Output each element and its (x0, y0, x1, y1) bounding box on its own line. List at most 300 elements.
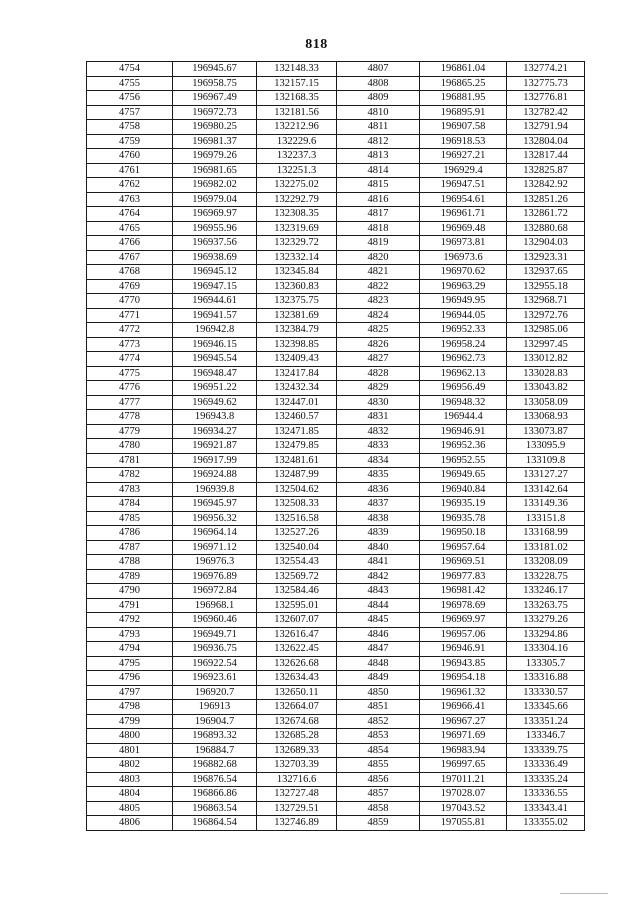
point-id-cell: 4786 (87, 526, 173, 541)
table-row (87, 323, 585, 338)
y-coordinate-cell: 132157.15 (257, 76, 337, 91)
x-coordinate-cell: 197011.21 (420, 772, 507, 787)
x-coordinate-cell: 196983.94 (420, 743, 507, 758)
point-id-cell: 4762 (87, 178, 173, 193)
y-coordinate-cell: 133168.99 (507, 526, 585, 541)
x-coordinate-cell: 196945.12 (173, 265, 257, 280)
y-coordinate-cell: 132607.07 (257, 613, 337, 628)
x-coordinate-cell: 196923.61 (173, 671, 257, 686)
table-row (87, 497, 585, 512)
table-row (87, 569, 585, 584)
point-id-cell: 4836 (337, 482, 420, 497)
y-coordinate-cell: 132825.87 (507, 163, 585, 178)
x-coordinate-cell: 196961.32 (420, 685, 507, 700)
point-id-cell: 4835 (337, 468, 420, 483)
x-coordinate-cell: 196977.83 (420, 569, 507, 584)
x-coordinate-cell: 196944.61 (173, 294, 257, 309)
point-id-cell: 4826 (337, 337, 420, 352)
x-coordinate-cell: 196943.85 (420, 656, 507, 671)
x-coordinate-cell: 196893.32 (173, 729, 257, 744)
point-id-cell: 4757 (87, 105, 173, 120)
x-coordinate-cell: 196865.25 (420, 76, 507, 91)
x-coordinate-cell: 196952.55 (420, 453, 507, 468)
table-row (87, 511, 585, 526)
x-coordinate-cell: 196972.73 (173, 105, 257, 120)
table-row (87, 439, 585, 454)
y-coordinate-cell: 132148.33 (257, 62, 337, 77)
x-coordinate-cell: 196935.19 (420, 497, 507, 512)
point-id-cell: 4819 (337, 236, 420, 251)
x-coordinate-cell: 196948.47 (173, 366, 257, 381)
x-coordinate-cell: 196978.69 (420, 598, 507, 613)
table-row (87, 482, 585, 497)
y-coordinate-cell: 132746.89 (257, 816, 337, 831)
x-coordinate-cell: 196948.32 (420, 395, 507, 410)
y-coordinate-cell: 132689.33 (257, 743, 337, 758)
x-coordinate-cell: 196884.7 (173, 743, 257, 758)
x-coordinate-cell: 196945.54 (173, 352, 257, 367)
x-coordinate-cell: 196945.67 (173, 62, 257, 77)
point-id-cell: 4756 (87, 91, 173, 106)
point-id-cell: 4799 (87, 714, 173, 729)
y-coordinate-cell: 132481.61 (257, 453, 337, 468)
x-coordinate-cell: 196907.58 (420, 120, 507, 135)
table-row (87, 294, 585, 309)
x-coordinate-cell: 196934.27 (173, 424, 257, 439)
y-coordinate-cell: 132212.96 (257, 120, 337, 135)
y-coordinate-cell: 132595.01 (257, 598, 337, 613)
x-coordinate-cell: 196947.15 (173, 279, 257, 294)
table-row (87, 250, 585, 265)
point-id-cell: 4754 (87, 62, 173, 77)
y-coordinate-cell: 132851.26 (507, 192, 585, 207)
table-row (87, 526, 585, 541)
table-row (87, 787, 585, 802)
x-coordinate-cell: 196997.65 (420, 758, 507, 773)
table-row (87, 207, 585, 222)
y-coordinate-cell: 132384.79 (257, 323, 337, 338)
y-coordinate-cell: 133343.41 (507, 801, 585, 816)
table-row (87, 76, 585, 91)
point-id-cell: 4789 (87, 569, 173, 584)
table-row (87, 642, 585, 657)
point-id-cell: 4760 (87, 149, 173, 164)
x-coordinate-cell: 196958.24 (420, 337, 507, 352)
y-coordinate-cell: 132861.72 (507, 207, 585, 222)
point-id-cell: 4790 (87, 584, 173, 599)
x-coordinate-cell: 196979.26 (173, 149, 257, 164)
point-id-cell: 4815 (337, 178, 420, 193)
point-id-cell: 4847 (337, 642, 420, 657)
table-row (87, 758, 585, 773)
x-coordinate-cell: 196950.18 (420, 526, 507, 541)
table-row (87, 91, 585, 106)
x-coordinate-cell: 196981.42 (420, 584, 507, 599)
point-id-cell: 4774 (87, 352, 173, 367)
y-coordinate-cell: 132332.14 (257, 250, 337, 265)
point-id-cell: 4811 (337, 120, 420, 135)
y-coordinate-cell: 133279.26 (507, 613, 585, 628)
point-id-cell: 4784 (87, 497, 173, 512)
y-coordinate-cell: 133346.7 (507, 729, 585, 744)
y-coordinate-cell: 132985.06 (507, 323, 585, 338)
x-coordinate-cell: 196946.91 (420, 424, 507, 439)
point-id-cell: 4840 (337, 540, 420, 555)
table-row (87, 381, 585, 396)
x-coordinate-cell: 196970.62 (420, 265, 507, 280)
x-coordinate-cell: 196972.84 (173, 584, 257, 599)
point-id-cell: 4839 (337, 526, 420, 541)
table-row (87, 265, 585, 280)
point-id-cell: 4796 (87, 671, 173, 686)
table-row (87, 352, 585, 367)
y-coordinate-cell: 132540.04 (257, 540, 337, 555)
x-coordinate-cell: 196918.53 (420, 134, 507, 149)
y-coordinate-cell: 132774.21 (507, 62, 585, 77)
y-coordinate-cell: 133355.02 (507, 816, 585, 831)
table-row (87, 134, 585, 149)
point-id-cell: 4813 (337, 149, 420, 164)
point-id-cell: 4856 (337, 772, 420, 787)
x-coordinate-cell: 196967.49 (173, 91, 257, 106)
y-coordinate-cell: 132381.69 (257, 308, 337, 323)
y-coordinate-cell: 132703.39 (257, 758, 337, 773)
point-id-cell: 4808 (337, 76, 420, 91)
point-id-cell: 4822 (337, 279, 420, 294)
x-coordinate-cell: 196942.8 (173, 323, 257, 338)
x-coordinate-cell: 196971.69 (420, 729, 507, 744)
point-id-cell: 4776 (87, 381, 173, 396)
y-coordinate-cell: 132460.57 (257, 410, 337, 425)
point-id-cell: 4820 (337, 250, 420, 265)
x-coordinate-cell: 196956.49 (420, 381, 507, 396)
y-coordinate-cell: 132275.02 (257, 178, 337, 193)
y-coordinate-cell: 132504.62 (257, 482, 337, 497)
point-id-cell: 4844 (337, 598, 420, 613)
x-coordinate-cell: 196913 (173, 700, 257, 715)
table-row (87, 424, 585, 439)
x-coordinate-cell: 196917.99 (173, 453, 257, 468)
x-coordinate-cell: 196981.37 (173, 134, 257, 149)
x-coordinate-cell: 196961.71 (420, 207, 507, 222)
y-coordinate-cell: 132804.04 (507, 134, 585, 149)
x-coordinate-cell: 196967.27 (420, 714, 507, 729)
table-row (87, 395, 585, 410)
x-coordinate-cell: 196969.48 (420, 221, 507, 236)
point-id-cell: 4805 (87, 801, 173, 816)
x-coordinate-cell: 196937.56 (173, 236, 257, 251)
x-coordinate-cell: 196976.89 (173, 569, 257, 584)
y-coordinate-cell: 132569.72 (257, 569, 337, 584)
table-row (87, 743, 585, 758)
y-coordinate-cell: 133304.16 (507, 642, 585, 657)
x-coordinate-cell: 196962.13 (420, 366, 507, 381)
y-coordinate-cell: 132516.58 (257, 511, 337, 526)
point-id-cell: 4780 (87, 439, 173, 454)
point-id-cell: 4837 (337, 497, 420, 512)
x-coordinate-cell: 197043.52 (420, 801, 507, 816)
x-coordinate-cell: 196958.75 (173, 76, 257, 91)
y-coordinate-cell: 133043.82 (507, 381, 585, 396)
point-id-cell: 4759 (87, 134, 173, 149)
point-id-cell: 4829 (337, 381, 420, 396)
x-coordinate-cell: 196904.7 (173, 714, 257, 729)
y-coordinate-cell: 132345.84 (257, 265, 337, 280)
x-coordinate-cell: 196944.4 (420, 410, 507, 425)
point-id-cell: 4851 (337, 700, 420, 715)
x-coordinate-cell: 196940.84 (420, 482, 507, 497)
point-id-cell: 4833 (337, 439, 420, 454)
y-coordinate-cell: 132251.3 (257, 163, 337, 178)
point-id-cell: 4798 (87, 700, 173, 715)
point-id-cell: 4854 (337, 743, 420, 758)
x-coordinate-cell: 196861.04 (420, 62, 507, 77)
x-coordinate-cell: 196968.1 (173, 598, 257, 613)
point-id-cell: 4761 (87, 163, 173, 178)
point-id-cell: 4755 (87, 76, 173, 91)
point-id-cell: 4848 (337, 656, 420, 671)
point-id-cell: 4827 (337, 352, 420, 367)
y-coordinate-cell: 133228.75 (507, 569, 585, 584)
point-id-cell: 4852 (337, 714, 420, 729)
y-coordinate-cell: 133127.27 (507, 468, 585, 483)
y-coordinate-cell: 132674.68 (257, 714, 337, 729)
y-coordinate-cell: 132817.44 (507, 149, 585, 164)
y-coordinate-cell: 132997.45 (507, 337, 585, 352)
x-coordinate-cell: 196864.54 (173, 816, 257, 831)
y-coordinate-cell: 132923.31 (507, 250, 585, 265)
y-coordinate-cell: 132622.45 (257, 642, 337, 657)
coordinate-table (86, 61, 585, 831)
y-coordinate-cell: 133028.83 (507, 366, 585, 381)
x-coordinate-cell: 196944.05 (420, 308, 507, 323)
x-coordinate-cell: 196939.8 (173, 482, 257, 497)
x-coordinate-cell: 196962.73 (420, 352, 507, 367)
x-coordinate-cell: 196946.15 (173, 337, 257, 352)
point-id-cell: 4809 (337, 91, 420, 106)
point-id-cell: 4804 (87, 787, 173, 802)
point-id-cell: 4859 (337, 816, 420, 831)
x-coordinate-cell: 196969.97 (420, 613, 507, 628)
point-id-cell: 4834 (337, 453, 420, 468)
y-coordinate-cell: 132447.01 (257, 395, 337, 410)
x-coordinate-cell: 196943.8 (173, 410, 257, 425)
x-coordinate-cell: 196982.02 (173, 178, 257, 193)
coordinate-table-body (87, 62, 585, 831)
table-row (87, 540, 585, 555)
y-coordinate-cell: 132616.47 (257, 627, 337, 642)
point-id-cell: 4802 (87, 758, 173, 773)
x-coordinate-cell: 196876.54 (173, 772, 257, 787)
x-coordinate-cell: 196952.33 (420, 323, 507, 338)
y-coordinate-cell: 132360.83 (257, 279, 337, 294)
y-coordinate-cell: 132968.71 (507, 294, 585, 309)
point-id-cell: 4775 (87, 366, 173, 381)
page-number: 818 (305, 37, 328, 52)
y-coordinate-cell: 132319.69 (257, 221, 337, 236)
y-coordinate-cell: 133345.66 (507, 700, 585, 715)
point-id-cell: 4771 (87, 308, 173, 323)
y-coordinate-cell: 132229.6 (257, 134, 337, 149)
x-coordinate-cell: 196954.18 (420, 671, 507, 686)
y-coordinate-cell: 133068.93 (507, 410, 585, 425)
point-id-cell: 4807 (337, 62, 420, 77)
point-id-cell: 4777 (87, 395, 173, 410)
table-row (87, 453, 585, 468)
x-coordinate-cell: 196881.95 (420, 91, 507, 106)
y-coordinate-cell: 132409.43 (257, 352, 337, 367)
y-coordinate-cell: 132664.07 (257, 700, 337, 715)
point-id-cell: 4823 (337, 294, 420, 309)
table-row (87, 613, 585, 628)
x-coordinate-cell: 196956.32 (173, 511, 257, 526)
table-row (87, 714, 585, 729)
table-row (87, 772, 585, 787)
point-id-cell: 4818 (337, 221, 420, 236)
y-coordinate-cell: 133336.49 (507, 758, 585, 773)
y-coordinate-cell: 132375.75 (257, 294, 337, 309)
table-row (87, 671, 585, 686)
x-coordinate-cell: 196963.29 (420, 279, 507, 294)
y-coordinate-cell: 132181.56 (257, 105, 337, 120)
point-id-cell: 4773 (87, 337, 173, 352)
point-id-cell: 4843 (337, 584, 420, 599)
x-coordinate-cell: 196976.3 (173, 555, 257, 570)
x-coordinate-cell: 196947.51 (420, 178, 507, 193)
table-row (87, 410, 585, 425)
table-row (87, 221, 585, 236)
x-coordinate-cell: 196980.25 (173, 120, 257, 135)
point-id-cell: 4857 (337, 787, 420, 802)
x-coordinate-cell: 196973.81 (420, 236, 507, 251)
point-id-cell: 4858 (337, 801, 420, 816)
point-id-cell: 4772 (87, 323, 173, 338)
x-coordinate-cell: 196945.97 (173, 497, 257, 512)
point-id-cell: 4810 (337, 105, 420, 120)
y-coordinate-cell: 132880.68 (507, 221, 585, 236)
point-id-cell: 4794 (87, 642, 173, 657)
x-coordinate-cell: 196951.22 (173, 381, 257, 396)
y-coordinate-cell: 132292.79 (257, 192, 337, 207)
x-coordinate-cell: 196949.95 (420, 294, 507, 309)
point-id-cell: 4767 (87, 250, 173, 265)
point-id-cell: 4803 (87, 772, 173, 787)
y-coordinate-cell: 132775.73 (507, 76, 585, 91)
y-coordinate-cell: 132398.85 (257, 337, 337, 352)
x-coordinate-cell: 196966.41 (420, 700, 507, 715)
x-coordinate-cell: 196969.51 (420, 555, 507, 570)
y-coordinate-cell: 132329.72 (257, 236, 337, 251)
point-id-cell: 4812 (337, 134, 420, 149)
point-id-cell: 4765 (87, 221, 173, 236)
point-id-cell: 4845 (337, 613, 420, 628)
y-coordinate-cell: 133294.86 (507, 627, 585, 642)
point-id-cell: 4769 (87, 279, 173, 294)
table-row (87, 236, 585, 251)
point-id-cell: 4841 (337, 555, 420, 570)
y-coordinate-cell: 132727.48 (257, 787, 337, 802)
point-id-cell: 4785 (87, 511, 173, 526)
footer-mark (560, 893, 608, 894)
point-id-cell: 4801 (87, 743, 173, 758)
y-coordinate-cell: 133335.24 (507, 772, 585, 787)
x-coordinate-cell: 196863.54 (173, 801, 257, 816)
table-row (87, 62, 585, 77)
y-coordinate-cell: 132584.46 (257, 584, 337, 599)
table-row (87, 279, 585, 294)
point-id-cell: 4783 (87, 482, 173, 497)
y-coordinate-cell: 132972.76 (507, 308, 585, 323)
point-id-cell: 4792 (87, 613, 173, 628)
y-coordinate-cell: 132716.6 (257, 772, 337, 787)
point-id-cell: 4832 (337, 424, 420, 439)
x-coordinate-cell: 196929.4 (420, 163, 507, 178)
point-id-cell: 4830 (337, 395, 420, 410)
y-coordinate-cell: 133181.02 (507, 540, 585, 555)
x-coordinate-cell: 196973.6 (420, 250, 507, 265)
x-coordinate-cell: 196938.69 (173, 250, 257, 265)
point-id-cell: 4768 (87, 265, 173, 280)
point-id-cell: 4842 (337, 569, 420, 584)
point-id-cell: 4824 (337, 308, 420, 323)
x-coordinate-cell: 196895.91 (420, 105, 507, 120)
y-coordinate-cell: 132791.94 (507, 120, 585, 135)
x-coordinate-cell: 196957.64 (420, 540, 507, 555)
y-coordinate-cell: 133142.64 (507, 482, 585, 497)
point-id-cell: 4816 (337, 192, 420, 207)
y-coordinate-cell: 132776.81 (507, 91, 585, 106)
point-id-cell: 4849 (337, 671, 420, 686)
point-id-cell: 4817 (337, 207, 420, 222)
point-id-cell: 4853 (337, 729, 420, 744)
y-coordinate-cell: 132626.68 (257, 656, 337, 671)
table-row (87, 178, 585, 193)
x-coordinate-cell: 196960.46 (173, 613, 257, 628)
point-id-cell: 4764 (87, 207, 173, 222)
x-coordinate-cell: 196971.12 (173, 540, 257, 555)
x-coordinate-cell: 196922.54 (173, 656, 257, 671)
x-coordinate-cell: 196920.7 (173, 685, 257, 700)
point-id-cell: 4795 (87, 656, 173, 671)
y-coordinate-cell: 132634.43 (257, 671, 337, 686)
y-coordinate-cell: 132168.35 (257, 91, 337, 106)
x-coordinate-cell: 196969.97 (173, 207, 257, 222)
table-row (87, 366, 585, 381)
y-coordinate-cell: 132685.28 (257, 729, 337, 744)
point-id-cell: 4793 (87, 627, 173, 642)
point-id-cell: 4797 (87, 685, 173, 700)
y-coordinate-cell: 133316.88 (507, 671, 585, 686)
table-row (87, 468, 585, 483)
y-coordinate-cell: 133058.09 (507, 395, 585, 410)
point-id-cell: 4770 (87, 294, 173, 309)
x-coordinate-cell: 196954.61 (420, 192, 507, 207)
table-row (87, 816, 585, 831)
y-coordinate-cell: 133336.55 (507, 787, 585, 802)
x-coordinate-cell: 196979.04 (173, 192, 257, 207)
point-id-cell: 4778 (87, 410, 173, 425)
x-coordinate-cell: 196924.88 (173, 468, 257, 483)
table-row (87, 120, 585, 135)
y-coordinate-cell: 132955.18 (507, 279, 585, 294)
x-coordinate-cell: 196949.65 (420, 468, 507, 483)
x-coordinate-cell: 196955.96 (173, 221, 257, 236)
point-id-cell: 4758 (87, 120, 173, 135)
table-row (87, 149, 585, 164)
y-coordinate-cell: 132487.99 (257, 468, 337, 483)
y-coordinate-cell: 133151.8 (507, 511, 585, 526)
x-coordinate-cell: 197055.81 (420, 816, 507, 831)
